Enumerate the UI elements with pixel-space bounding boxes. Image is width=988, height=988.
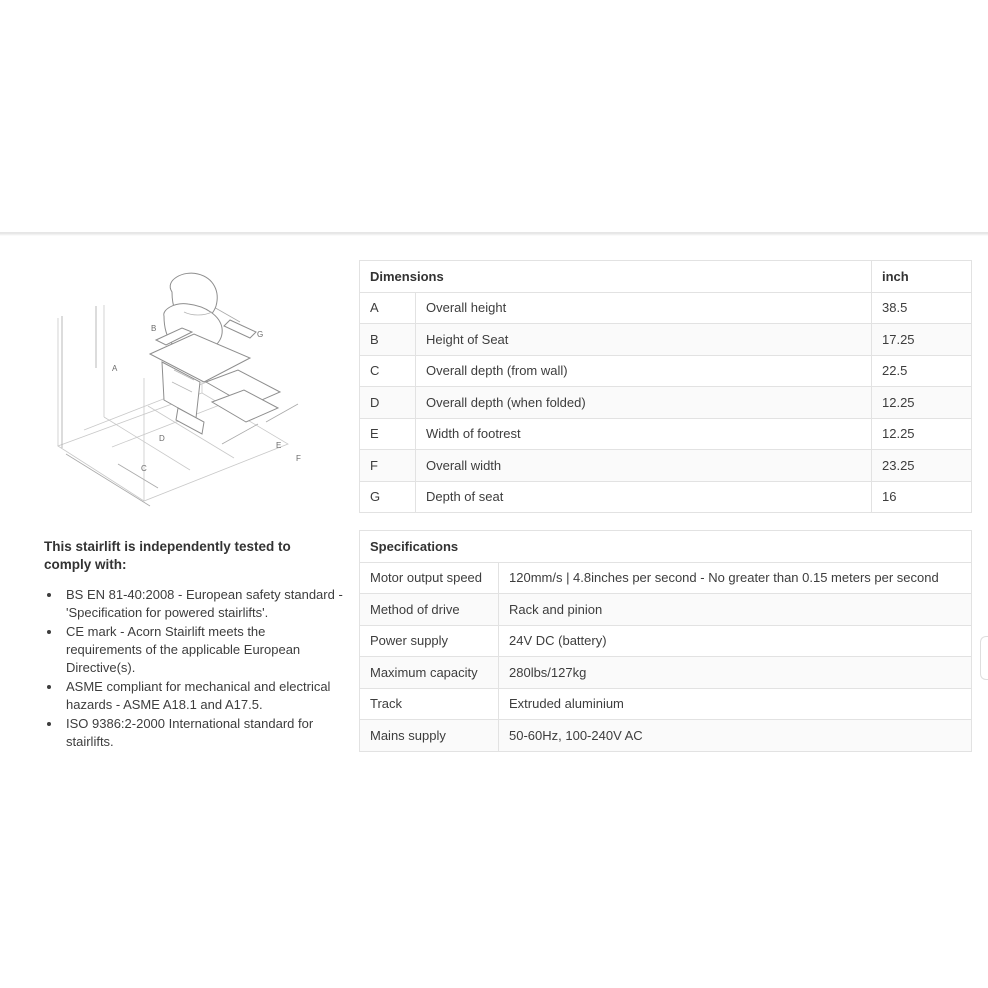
stairlift-diagram [44, 258, 334, 508]
table-row [360, 481, 972, 513]
dimension-name: Width of footrest [416, 418, 872, 450]
list-item: • BS EN 81-40:2008 - European safety standard - 'Specification for powered stairlifts'. [62, 586, 344, 622]
table-row [360, 324, 972, 356]
dimension-inch: 12.25 [872, 387, 972, 419]
spec-name: Motor output speed [360, 562, 499, 594]
dimensions-header-inch: inch [872, 261, 972, 293]
table-row [360, 292, 972, 324]
diagram-label-G: G [257, 330, 264, 339]
dimension-inch: 17.25 [872, 324, 972, 356]
diagram-label-B: B [151, 324, 157, 333]
table-row [360, 594, 972, 626]
dimension-name: Overall width [416, 450, 872, 482]
dimensions-header-title: Dimensions [360, 261, 872, 293]
table-row [360, 450, 972, 482]
table-header-row [360, 261, 972, 293]
table-row [360, 418, 972, 450]
specifications-header-title: Specifications [360, 531, 972, 563]
spec-value: Rack and pinion [499, 594, 972, 626]
diagram-label-F: F [296, 454, 301, 463]
table-row [360, 720, 972, 752]
dimension-key: F [360, 450, 416, 482]
spec-value: 280lbs/127kg [499, 657, 972, 689]
spec-value: 50-60Hz, 100-240V AC [499, 720, 972, 752]
dimension-key: E [360, 418, 416, 450]
left-column [44, 258, 344, 752]
dimensions-table-wrap [359, 260, 972, 513]
spec-value: 24V DC (battery) [499, 625, 972, 657]
dimension-name: Overall depth (from wall) [416, 355, 872, 387]
table-row [360, 562, 972, 594]
dimension-inch: 38.5 [872, 292, 972, 324]
table-row [360, 625, 972, 657]
list-item: • CE mark - Acorn Stairlift meets the requirements of the applicable European Directive(s). [62, 623, 344, 677]
dimension-name: Overall height [416, 292, 872, 324]
dimensions-table [359, 260, 972, 513]
table-row [360, 688, 972, 720]
diagram-label-A: A [112, 364, 118, 373]
spec-value: 120mm/s | 4.8inches per second - No greater than 0.15 meters per second [499, 562, 972, 594]
dimension-name: Overall depth (when folded) [416, 387, 872, 419]
spec-name: Mains supply [360, 720, 499, 752]
diagram-label-E: E [276, 441, 282, 450]
table-header-row [360, 531, 972, 563]
dimension-key: D [360, 387, 416, 419]
spec-name: Track [360, 688, 499, 720]
list-item: • ASME compliant for mechanical and electrical hazards - ASME A18.1 and A17.5. [62, 678, 344, 714]
dimension-key: C [360, 355, 416, 387]
list-item: • ISO 9386:2-2000 International standard for stairlifts. [62, 715, 344, 751]
dimension-key: A [360, 292, 416, 324]
dimension-inch: 16 [872, 481, 972, 513]
dimension-inch: 22.5 [872, 355, 972, 387]
section-divider [0, 232, 988, 236]
dimension-name: Depth of seat [416, 481, 872, 513]
spec-name: Method of drive [360, 594, 499, 626]
table-row [360, 387, 972, 419]
table-row [360, 657, 972, 689]
table-row [360, 355, 972, 387]
dimension-key: G [360, 481, 416, 513]
compliance-title: This stairlift is independently tested to comply with: [44, 539, 291, 573]
diagram-label-D: D [159, 434, 165, 443]
spec-name: Maximum capacity [360, 657, 499, 689]
compliance-list [44, 586, 344, 750]
dimension-inch: 12.25 [872, 418, 972, 450]
spec-value: Extruded aluminium [499, 688, 972, 720]
right-edge-tab[interactable] [980, 636, 988, 680]
top-blank-area [0, 0, 988, 232]
diagram-label-C: C [141, 464, 147, 473]
dimension-key: B [360, 324, 416, 356]
dimension-inch: 23.25 [872, 450, 972, 482]
specifications-table-wrap [359, 530, 972, 752]
dimension-name: Height of Seat [416, 324, 872, 356]
spec-name: Power supply [360, 625, 499, 657]
specifications-table [359, 530, 972, 752]
